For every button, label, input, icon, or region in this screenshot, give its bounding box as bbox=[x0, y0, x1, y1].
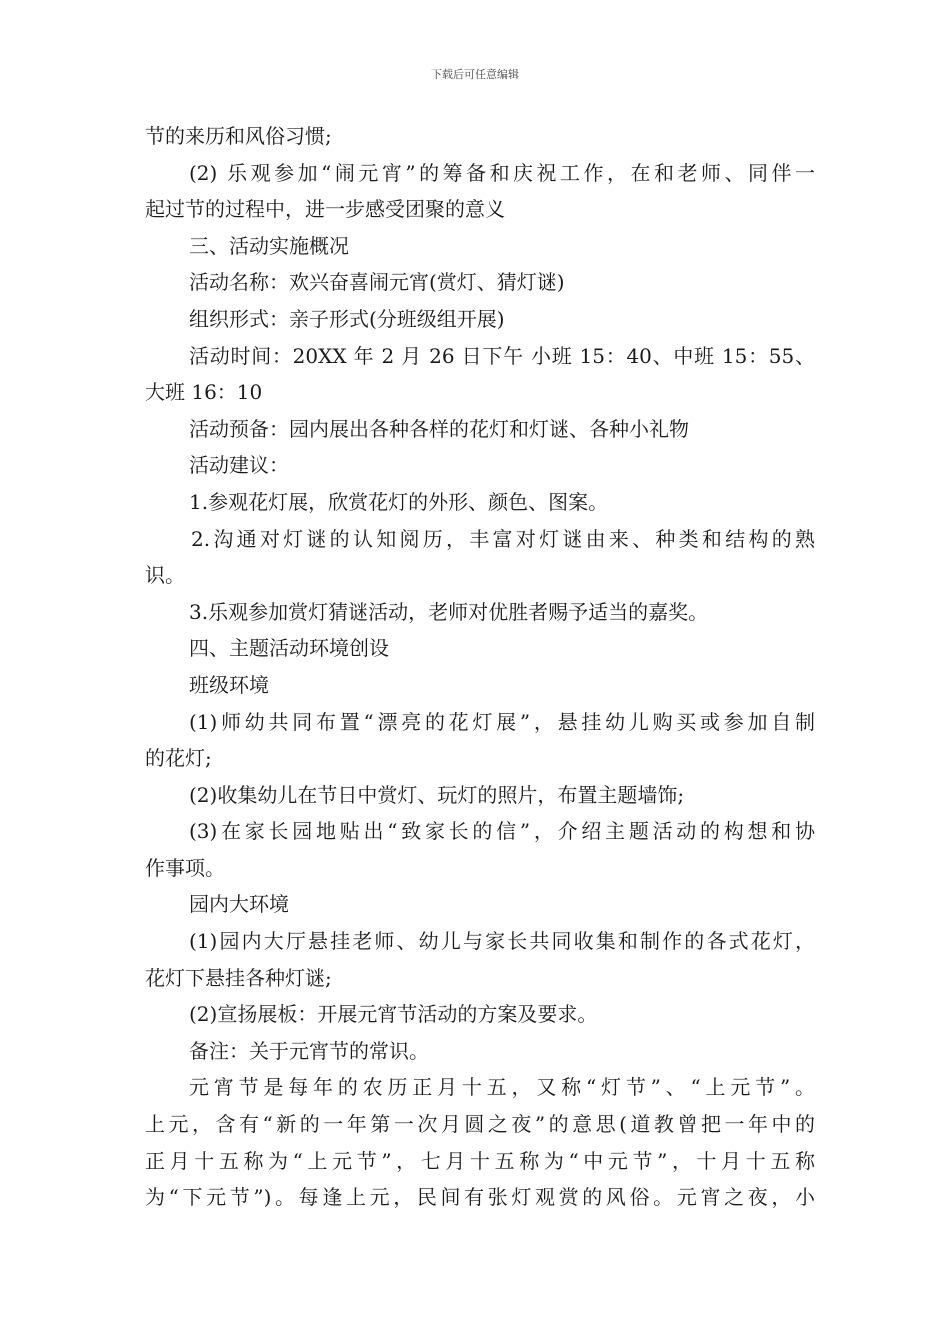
list-item: (3)在家长园地贴出“致家长的信”，介绍主题活动的构想和协 bbox=[189, 819, 815, 844]
paragraph-line: (2) 乐观参加“闹元宵”的筹备和庆祝工作，在和老师、同伴一 bbox=[189, 160, 815, 185]
section-heading: 三、活动实施概况 bbox=[189, 233, 349, 258]
list-item: (1)园内大厅悬挂老师、幼儿与家长共同收集和制作的各式花灯， bbox=[189, 929, 815, 954]
paragraph-line: 花灯下悬挂各种灯谜; bbox=[145, 965, 332, 990]
document-body bbox=[145, 118, 815, 1216]
paragraph-line: 组织形式：亲子形式(分班级组开展) bbox=[189, 306, 505, 331]
paragraph-line: 活动建议： bbox=[189, 453, 289, 478]
section-heading: 四、主题活动环境创设 bbox=[189, 636, 389, 661]
paragraph-line: 活动时间：20XX 年 2 月 26 日下午 小班 15：40、中班 15：55、 bbox=[189, 343, 815, 368]
list-item: 3.乐观参加赏灯猜谜活动，老师对优胜者赐予适当的嘉奖。 bbox=[189, 599, 709, 624]
paragraph-line: 活动名称：欢兴奋喜闹元宵(赏灯、猜灯谜) bbox=[189, 270, 565, 295]
list-item: (2)收集幼儿在节日中赏灯、玩灯的照片，布置主题墙饰; bbox=[189, 782, 685, 807]
paragraph-line: 为“下元节”)。每逢上元，民间有张灯观赏的风俗。元宵之夜，小 bbox=[145, 1185, 815, 1210]
subsection-heading: 班级环境 bbox=[189, 672, 269, 697]
paragraph-line: 备注：关于元宵节的常识。 bbox=[189, 1038, 429, 1063]
paragraph-line: 上元，含有“新的一年第一次月圆之夜”的意思(道教曾把一年中的 bbox=[145, 1112, 815, 1137]
paragraph-line: 正月十五称为“上元节”，七月十五称为“中元节”，十月十五称 bbox=[145, 1148, 815, 1173]
list-item: 1.参观花灯展，欣赏花灯的外形、颜色、图案。 bbox=[189, 489, 609, 514]
paragraph-line: 活动预备：园内展出各种各样的花灯和灯谜、各种小礼物 bbox=[189, 416, 689, 441]
paragraph-line: 节的来历和风俗习惯; bbox=[145, 124, 332, 148]
list-item: (2)宣扬展板：开展元宵节活动的方案及要求。 bbox=[189, 1002, 598, 1027]
paragraph-line: 元宵节是每年的农历正月十五，又称“灯节”、“上元节”。 bbox=[189, 1075, 815, 1100]
list-item: 2.沟通对灯谜的认知阅历，丰富对灯谜由来、种类和结构的熟 bbox=[191, 526, 815, 551]
paragraph-line: 起过节的过程中，进一步感受团聚的意义 bbox=[145, 197, 505, 222]
paragraph-line: 作事项。 bbox=[145, 855, 225, 880]
subsection-heading: 园内大环境 bbox=[189, 892, 289, 917]
page-header-note: 下载后可任意编辑 bbox=[431, 68, 519, 81]
paragraph-line: 的花灯; bbox=[145, 746, 212, 771]
paragraph-line: 大班 16：10 bbox=[145, 380, 263, 405]
paragraph-line: 识。 bbox=[145, 563, 185, 588]
list-item: (1)师幼共同布置“漂亮的花灯展”，悬挂幼儿购买或参加自制 bbox=[189, 709, 815, 734]
